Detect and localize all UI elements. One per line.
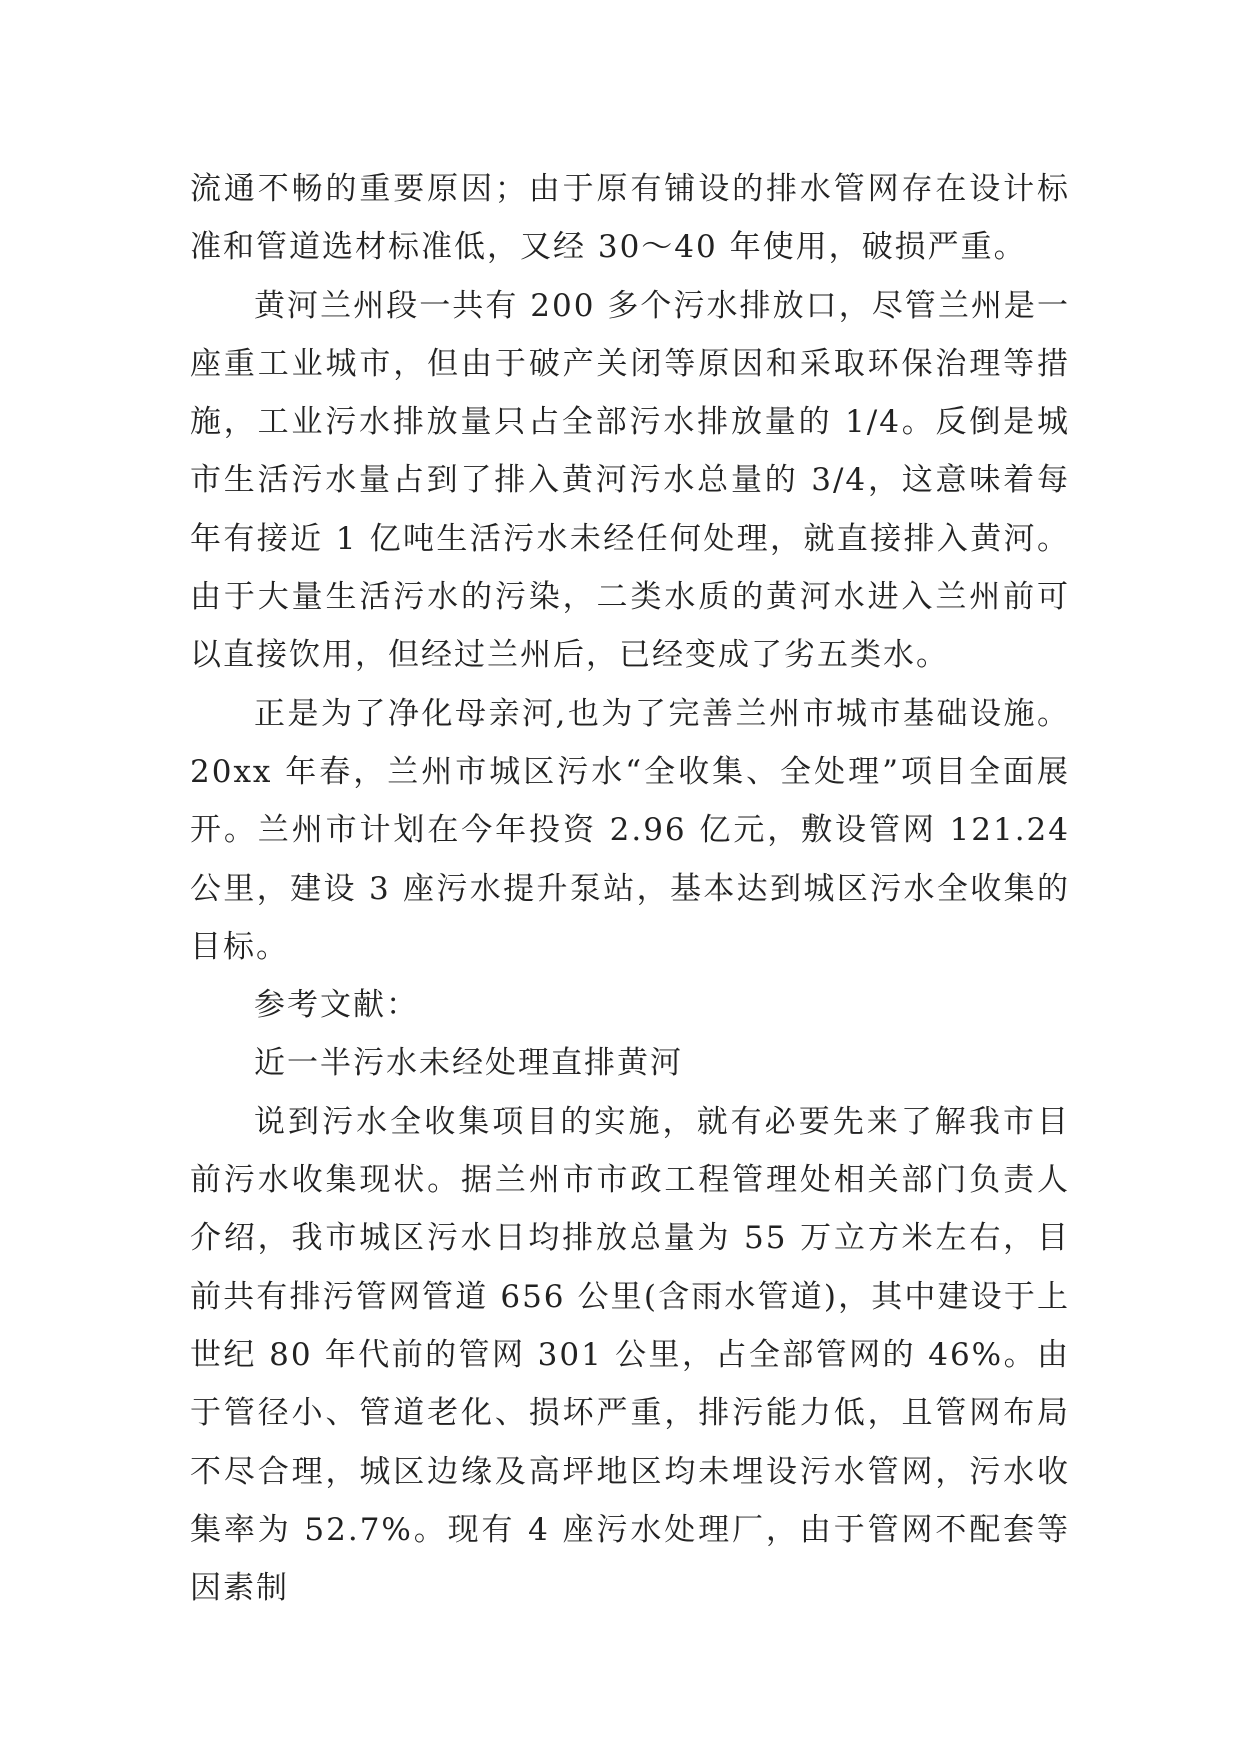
paragraph-yellow-river-outlets: 黄河兰州段一共有 200 多个污水排放口，尽管兰州是一座重工业城市，但由于破产关闭等原因和采取环保治理等措施，工业污水排放量只占全部污水排放量的 1/4。反倒是城市生活污水量占到了排入黄河污水总量的 3/4，这意味着每年有接近 1 亿吨生活污水未经任何处理，就直接排入黄河。由于大量生活污水的污染，二类水质的黄河水进入兰州前可以直接饮用，但经过兰州后，已经变成了劣五类水。 (190, 287, 1070, 674)
reference-title: 近一半污水未经处理直排黄河 (254, 1045, 683, 1082)
paragraph-continued: 流通不畅的重要原因；由于原有铺设的排水管网存在设计标准和管道选材标准低，又经 30～40 年使用，破损严重。 (190, 171, 1070, 266)
references-heading: 参考文献： (254, 987, 419, 1024)
paragraph-collection-project: 正是为了净化母亲河,也为了完善兰州市城市基础设施。20xx 年春，兰州市城区污水“全收集、全处理”项目全面展开。兰州市计划在今年投资 2.96 亿元，敷设管网 121.24 公里，建设 3 座污水提升泵站，基本达到城区污水全收集的目标。 (190, 695, 1070, 965)
paragraph-collection-status: 说到污水全收集项目的实施，就有必要先来了解我市目前污水收集现状。据兰州市市政工程管理处相关部门负责人介绍，我市城区污水日均排放总量为 55 万立方米左右，目前共有排污管网管道 656 公里(含雨水管道)，其中建设于上世纪 80 年代前的管网 301 公里，占全部管网的 46%。由于管径小、管道老化、损坏严重，排污能力低，且管网布局不尽合理，城区边缘及高坪地区均未埋设污水管网，污水收集率为 52.7%。现有 4 座污水处理厂，由于管网不配套等因素制 (190, 1103, 1070, 1607)
document-body (190, 160, 1070, 1617)
